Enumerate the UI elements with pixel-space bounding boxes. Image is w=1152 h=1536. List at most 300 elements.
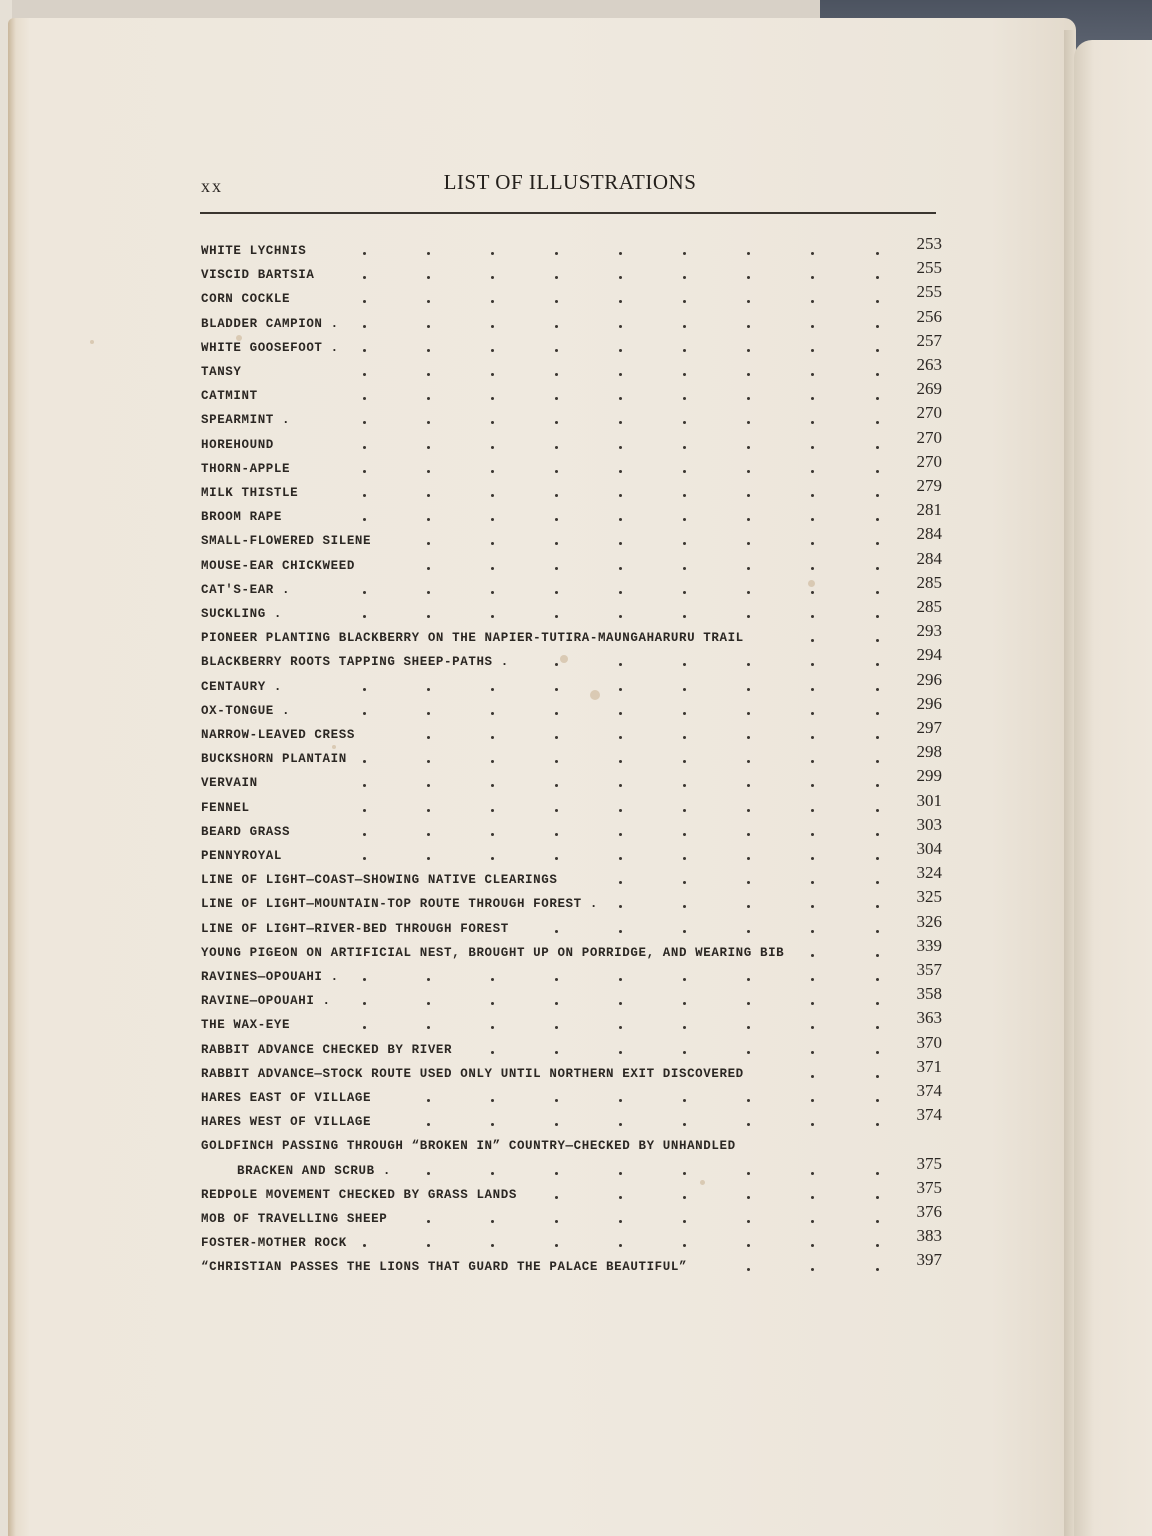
dot-leader xyxy=(747,663,750,666)
entry-page-number: 325 xyxy=(916,887,942,907)
dot-leader xyxy=(491,615,494,618)
dot-leader xyxy=(811,446,814,449)
dot-leader xyxy=(811,397,814,400)
dot-leader xyxy=(683,325,686,328)
dot-leader xyxy=(683,784,686,787)
dot-leader xyxy=(491,470,494,473)
dot-leader xyxy=(876,1268,879,1271)
dot-leader xyxy=(363,1244,366,1247)
dot-leader xyxy=(619,470,622,473)
dot-leader xyxy=(683,760,686,763)
dot-leader xyxy=(619,905,622,908)
dot-leader xyxy=(683,276,686,279)
dot-leader xyxy=(811,833,814,836)
entry-title: RABBIT ADVANCE—STOCK ROUTE USED ONLY UNTIL NORTHERN EXIT DISCOVERED xyxy=(201,1066,744,1081)
dot-leader xyxy=(811,1099,814,1102)
dot-leader xyxy=(619,857,622,860)
dot-leader xyxy=(619,349,622,352)
dot-leader xyxy=(491,712,494,715)
illustration-entry xyxy=(201,1008,946,1038)
dot-leader xyxy=(683,1220,686,1223)
dot-leader xyxy=(619,1051,622,1054)
dot-leader xyxy=(491,494,494,497)
dot-leader xyxy=(876,325,879,328)
entry-page-number: 376 xyxy=(916,1202,942,1221)
entry-page-number: 256 xyxy=(916,306,942,326)
dot-leader xyxy=(619,373,622,376)
entry-title: LINE OF LIGHT—RIVER-BED THROUGH FOREST xyxy=(201,921,509,936)
dot-leader xyxy=(747,1026,750,1029)
entry-page-number: 298 xyxy=(916,742,942,762)
entry-page-number: 299 xyxy=(916,766,942,786)
illustration-entry xyxy=(201,911,946,942)
entry-title: WHITE LYCHNIS xyxy=(201,244,307,258)
entry-title: CORN COCKLE xyxy=(201,292,291,307)
dot-leader xyxy=(555,349,558,352)
dot-leader xyxy=(555,1002,558,1005)
entry-page-number: 339 xyxy=(916,935,942,955)
entry-page-number: 375 xyxy=(916,1177,942,1197)
dot-leader xyxy=(555,688,558,691)
dot-leader xyxy=(683,1244,686,1247)
dot-leader xyxy=(811,736,814,739)
dot-leader xyxy=(876,712,879,715)
dot-leader xyxy=(747,1051,750,1054)
dot-leader xyxy=(491,325,494,328)
dot-leader xyxy=(876,276,879,279)
dot-leader xyxy=(363,1026,366,1029)
dot-leader xyxy=(491,591,494,594)
entry-page-number: 374 xyxy=(916,1105,942,1125)
dot-leader xyxy=(619,446,622,449)
dot-leader xyxy=(811,809,814,812)
illustration-entry xyxy=(201,379,946,409)
dot-leader xyxy=(876,784,879,787)
dot-leader xyxy=(491,1002,494,1005)
dot-leader xyxy=(811,712,814,715)
page-number: xx xyxy=(201,176,223,196)
dot-leader xyxy=(683,615,686,618)
dot-leader xyxy=(683,663,686,666)
dot-leader xyxy=(811,494,814,497)
dot-leader xyxy=(555,978,558,981)
dot-leader xyxy=(555,857,558,860)
dot-leader xyxy=(619,567,622,570)
dot-leader xyxy=(619,760,622,763)
dot-leader xyxy=(683,1099,686,1102)
entry-title: MOUSE-EAR CHICKWEED xyxy=(201,558,355,573)
dot-leader xyxy=(555,542,558,545)
dot-leader xyxy=(811,421,814,424)
running-head: LIST OF ILLUSTRATIONS xyxy=(443,170,697,194)
dot-leader xyxy=(555,809,558,812)
dot-leader xyxy=(876,978,879,981)
dot-leader xyxy=(427,446,430,449)
dot-leader xyxy=(363,978,366,981)
dot-leader xyxy=(427,470,430,473)
entry-title: REDPOLE MOVEMENT CHECKED BY GRASS LANDS xyxy=(201,1187,517,1202)
entry-page-number: 293 xyxy=(916,621,942,641)
dot-leader xyxy=(363,833,366,836)
dot-leader xyxy=(811,784,814,787)
dot-leader xyxy=(683,881,686,884)
entry-page-number: 397 xyxy=(916,1250,942,1270)
dot-leader xyxy=(811,567,814,570)
paper-speck xyxy=(236,335,242,341)
dot-leader xyxy=(363,591,366,594)
dot-leader xyxy=(876,252,879,255)
illustration-entry xyxy=(201,718,946,748)
illustration-entry xyxy=(201,766,946,796)
dot-leader xyxy=(555,784,558,787)
dot-leader xyxy=(555,736,558,739)
dot-leader xyxy=(363,1002,366,1005)
dot-leader xyxy=(427,712,430,715)
dot-leader xyxy=(747,712,750,715)
dot-leader xyxy=(555,276,558,279)
dot-leader xyxy=(555,1123,558,1126)
dot-leader xyxy=(876,1220,879,1223)
paper-speck xyxy=(590,690,600,700)
entry-page-number: 270 xyxy=(916,403,942,423)
dot-leader xyxy=(427,1123,430,1126)
dot-leader xyxy=(619,494,622,497)
dot-leader xyxy=(619,809,622,812)
dot-leader xyxy=(683,1196,686,1199)
dot-leader xyxy=(491,1244,494,1247)
dot-leader xyxy=(876,591,879,594)
entry-page-number: 304 xyxy=(916,839,942,858)
dot-leader xyxy=(747,1196,750,1199)
dot-leader xyxy=(876,639,879,642)
paper-speck xyxy=(700,1180,705,1185)
dot-leader xyxy=(363,857,366,860)
dot-leader xyxy=(747,1123,750,1126)
entry-title: HARES EAST OF VILLAGE xyxy=(201,1091,372,1105)
dot-leader xyxy=(619,736,622,739)
paper-speck xyxy=(332,745,336,749)
dot-leader xyxy=(876,1196,879,1199)
dot-leader xyxy=(363,325,366,328)
dot-leader xyxy=(876,663,879,666)
dot-leader xyxy=(491,542,494,545)
dot-leader xyxy=(811,1075,814,1078)
dot-leader xyxy=(747,567,750,570)
entry-title: CATMINT xyxy=(201,389,258,404)
entry-title: CAT'S-EAR . xyxy=(201,582,291,597)
paper-speck xyxy=(808,580,815,587)
dot-leader xyxy=(491,276,494,279)
entry-title: BUCKSHORN PLANTAIN xyxy=(201,752,347,767)
entry-title: PENNYROYAL xyxy=(201,849,283,863)
entry-title: FENNEL xyxy=(201,800,250,815)
dot-leader xyxy=(876,518,879,521)
dot-leader xyxy=(619,1220,622,1223)
entry-page-number: 270 xyxy=(916,451,942,471)
dot-leader xyxy=(876,954,879,957)
illustration-entry xyxy=(201,1135,946,1159)
entry-page-number: 371 xyxy=(916,1056,942,1076)
dot-leader xyxy=(555,1244,558,1247)
entry-title: PIONEER PLANTING BLACKBERRY ON THE NAPIER-TUTIRA-MAUNGAHARURU TRAIL xyxy=(201,631,744,646)
illustration-entry xyxy=(201,1056,946,1087)
dot-leader xyxy=(876,567,879,570)
dot-leader xyxy=(747,760,750,763)
illustration-entry xyxy=(201,1177,946,1208)
illustration-entry xyxy=(201,863,946,893)
dot-leader xyxy=(555,397,558,400)
dot-leader xyxy=(811,373,814,376)
dot-leader xyxy=(427,978,430,981)
dot-leader xyxy=(363,712,366,715)
entry-title: “CHRISTIAN PASSES THE LIONS THAT GUARD THE PALACE BEAUTIFUL” xyxy=(201,1260,688,1275)
dot-leader xyxy=(491,567,494,570)
entry-page-number: 257 xyxy=(916,330,942,350)
dot-leader xyxy=(683,300,686,303)
dot-leader xyxy=(876,1002,879,1005)
dot-leader xyxy=(876,542,879,545)
dot-leader xyxy=(811,325,814,328)
dot-leader xyxy=(555,252,558,255)
dot-leader xyxy=(363,276,366,279)
dot-leader xyxy=(427,1220,430,1223)
entry-title: NARROW-LEAVED CRESS xyxy=(201,728,355,742)
dot-leader xyxy=(491,1099,494,1102)
dot-leader xyxy=(747,325,750,328)
illustration-entry xyxy=(201,984,946,1014)
dot-leader xyxy=(427,833,430,836)
entry-title: RAVINE—OPOUAHI . xyxy=(201,994,331,1009)
dot-leader xyxy=(747,1172,750,1175)
dot-leader xyxy=(491,1220,494,1223)
dot-leader xyxy=(363,494,366,497)
entry-page-number: 284 xyxy=(916,548,942,568)
dot-leader xyxy=(491,760,494,763)
entry-page-number: 301 xyxy=(916,790,942,810)
dot-leader xyxy=(555,446,558,449)
dot-leader xyxy=(491,736,494,739)
entry-title: WHITE GOOSEFOOT . xyxy=(201,340,339,355)
entry-title: BLACKBERRY ROOTS TAPPING SHEEP-PATHS . xyxy=(201,655,509,670)
dot-leader xyxy=(619,1123,622,1126)
illustration-entry xyxy=(201,645,946,675)
entry-page-number: 324 xyxy=(916,863,942,883)
dot-leader xyxy=(876,1244,879,1247)
entry-title: RAVINES—OPOUAHI . xyxy=(201,970,339,984)
dot-leader xyxy=(811,954,814,957)
dot-leader xyxy=(427,542,430,545)
dot-leader xyxy=(363,300,366,303)
illustration-entry xyxy=(201,935,946,966)
dot-leader xyxy=(747,615,750,618)
entry-title: FOSTER-MOTHER ROCK xyxy=(201,1236,347,1251)
dot-leader xyxy=(491,978,494,981)
dot-leader xyxy=(363,397,366,400)
dot-leader xyxy=(811,518,814,521)
entry-page-number: 270 xyxy=(916,427,942,447)
dot-leader xyxy=(555,421,558,424)
dot-leader xyxy=(555,663,558,666)
entry-title: OX-TONGUE . xyxy=(201,703,291,718)
dot-leader xyxy=(619,325,622,328)
dot-leader xyxy=(747,518,750,521)
dot-leader xyxy=(747,300,750,303)
dot-leader xyxy=(427,421,430,424)
dot-leader xyxy=(363,446,366,449)
dot-leader xyxy=(683,494,686,497)
paper-speck xyxy=(90,340,94,344)
dot-leader xyxy=(876,930,879,933)
dot-leader xyxy=(491,688,494,691)
dot-leader xyxy=(747,1099,750,1102)
dot-leader xyxy=(619,1026,622,1029)
entry-page-number: 285 xyxy=(916,597,942,616)
dot-leader xyxy=(427,494,430,497)
dot-leader xyxy=(363,373,366,376)
dot-leader xyxy=(555,325,558,328)
dot-leader xyxy=(619,591,622,594)
dot-leader xyxy=(876,446,879,449)
dot-leader xyxy=(876,300,879,303)
illustration-entry xyxy=(201,548,946,579)
dot-leader xyxy=(747,470,750,473)
illustration-entry xyxy=(201,330,946,361)
dot-leader xyxy=(683,736,686,739)
dot-leader xyxy=(683,397,686,400)
dot-leader xyxy=(876,881,879,884)
illustration-entry xyxy=(201,1032,946,1063)
dot-leader xyxy=(811,1002,814,1005)
dot-leader xyxy=(747,349,750,352)
dot-leader xyxy=(747,494,750,497)
illustration-entry xyxy=(201,1250,946,1280)
illustration-entry xyxy=(201,234,946,264)
dot-leader xyxy=(683,857,686,860)
dot-leader xyxy=(683,591,686,594)
entry-page-number: 279 xyxy=(916,476,942,495)
dot-leader xyxy=(619,518,622,521)
dot-leader xyxy=(876,397,879,400)
entry-title: BLADDER CAMPION . xyxy=(201,316,339,331)
dot-leader xyxy=(747,252,750,255)
dot-leader xyxy=(427,567,430,570)
illustration-entry xyxy=(201,403,946,433)
illustration-entry xyxy=(201,790,946,821)
dot-leader xyxy=(811,1196,814,1199)
dot-leader xyxy=(427,736,430,739)
dot-leader xyxy=(363,470,366,473)
dot-leader xyxy=(427,591,430,594)
dot-leader xyxy=(555,1099,558,1102)
illustration-entry xyxy=(201,1202,946,1232)
dot-leader xyxy=(811,1123,814,1126)
entry-page-number: 370 xyxy=(916,1032,942,1052)
dot-leader xyxy=(876,1075,879,1078)
dot-leader xyxy=(811,349,814,352)
dot-leader xyxy=(491,446,494,449)
entry-title: THORN-APPLE xyxy=(201,461,291,476)
dot-leader xyxy=(747,857,750,860)
entry-page-number: 326 xyxy=(916,911,942,931)
dot-leader xyxy=(427,1172,430,1175)
dot-leader xyxy=(619,421,622,424)
entry-title: VISCID BARTSIA xyxy=(201,268,315,283)
dot-leader xyxy=(747,881,750,884)
dot-leader xyxy=(747,688,750,691)
dot-leader xyxy=(427,809,430,812)
dot-leader xyxy=(683,1002,686,1005)
dot-leader xyxy=(427,1244,430,1247)
dot-leader xyxy=(811,688,814,691)
illustration-entry xyxy=(201,355,946,385)
dot-leader xyxy=(427,784,430,787)
entry-title: VERVAIN xyxy=(201,776,258,791)
entry-page-number: 263 xyxy=(916,355,942,374)
entry-title: RABBIT ADVANCE CHECKED BY RIVER xyxy=(201,1042,453,1057)
dot-leader xyxy=(747,905,750,908)
illustration-entry xyxy=(201,597,946,627)
dot-leader xyxy=(491,784,494,787)
entry-page-number: 296 xyxy=(916,669,942,689)
dot-leader xyxy=(683,930,686,933)
dot-leader xyxy=(555,373,558,376)
dot-leader xyxy=(555,518,558,521)
dot-leader xyxy=(491,1172,494,1175)
dot-leader xyxy=(491,1026,494,1029)
dot-leader xyxy=(555,1026,558,1029)
illustration-entry xyxy=(201,1081,946,1111)
dot-leader xyxy=(427,397,430,400)
dot-leader xyxy=(619,1244,622,1247)
dot-leader xyxy=(683,1172,686,1175)
entry-title: MILK THISTLE xyxy=(201,486,299,500)
dot-leader xyxy=(811,1244,814,1247)
dot-leader xyxy=(491,833,494,836)
dot-leader xyxy=(555,930,558,933)
dot-leader xyxy=(555,1051,558,1054)
dot-leader xyxy=(876,494,879,497)
dot-leader xyxy=(876,1051,879,1054)
entry-page-number: 296 xyxy=(916,693,942,713)
entry-title: MOB OF TRAVELLING SHEEP xyxy=(201,1212,388,1226)
dot-leader xyxy=(555,494,558,497)
dot-leader xyxy=(747,1244,750,1247)
entry-title: YOUNG PIGEON ON ARTIFICIAL NEST, BROUGHT UP ON PORRIDGE, AND WEARING BIB xyxy=(201,945,785,960)
dot-leader xyxy=(683,518,686,521)
dot-leader xyxy=(619,881,622,884)
dot-leader xyxy=(876,615,879,618)
entry-title: LINE OF LIGHT—MOUNTAIN-TOP ROUTE THROUGH FOREST . xyxy=(201,897,598,912)
dot-leader xyxy=(811,905,814,908)
dot-leader xyxy=(811,300,814,303)
illustration-entry xyxy=(201,839,946,869)
entry-page-number: 255 xyxy=(916,282,942,302)
dot-leader xyxy=(811,978,814,981)
dot-leader xyxy=(619,542,622,545)
dot-leader xyxy=(811,663,814,666)
entry-page-number: 363 xyxy=(916,1008,942,1028)
dot-leader xyxy=(876,1172,879,1175)
dot-leader xyxy=(811,1172,814,1175)
dot-leader xyxy=(811,639,814,642)
dot-leader xyxy=(811,1026,814,1029)
dot-leader xyxy=(747,542,750,545)
entry-title: SUCKLING . xyxy=(201,607,283,621)
dot-leader xyxy=(619,276,622,279)
dot-leader xyxy=(427,325,430,328)
entry-page-number: 285 xyxy=(916,572,942,592)
entry-page-number: 294 xyxy=(916,645,942,665)
